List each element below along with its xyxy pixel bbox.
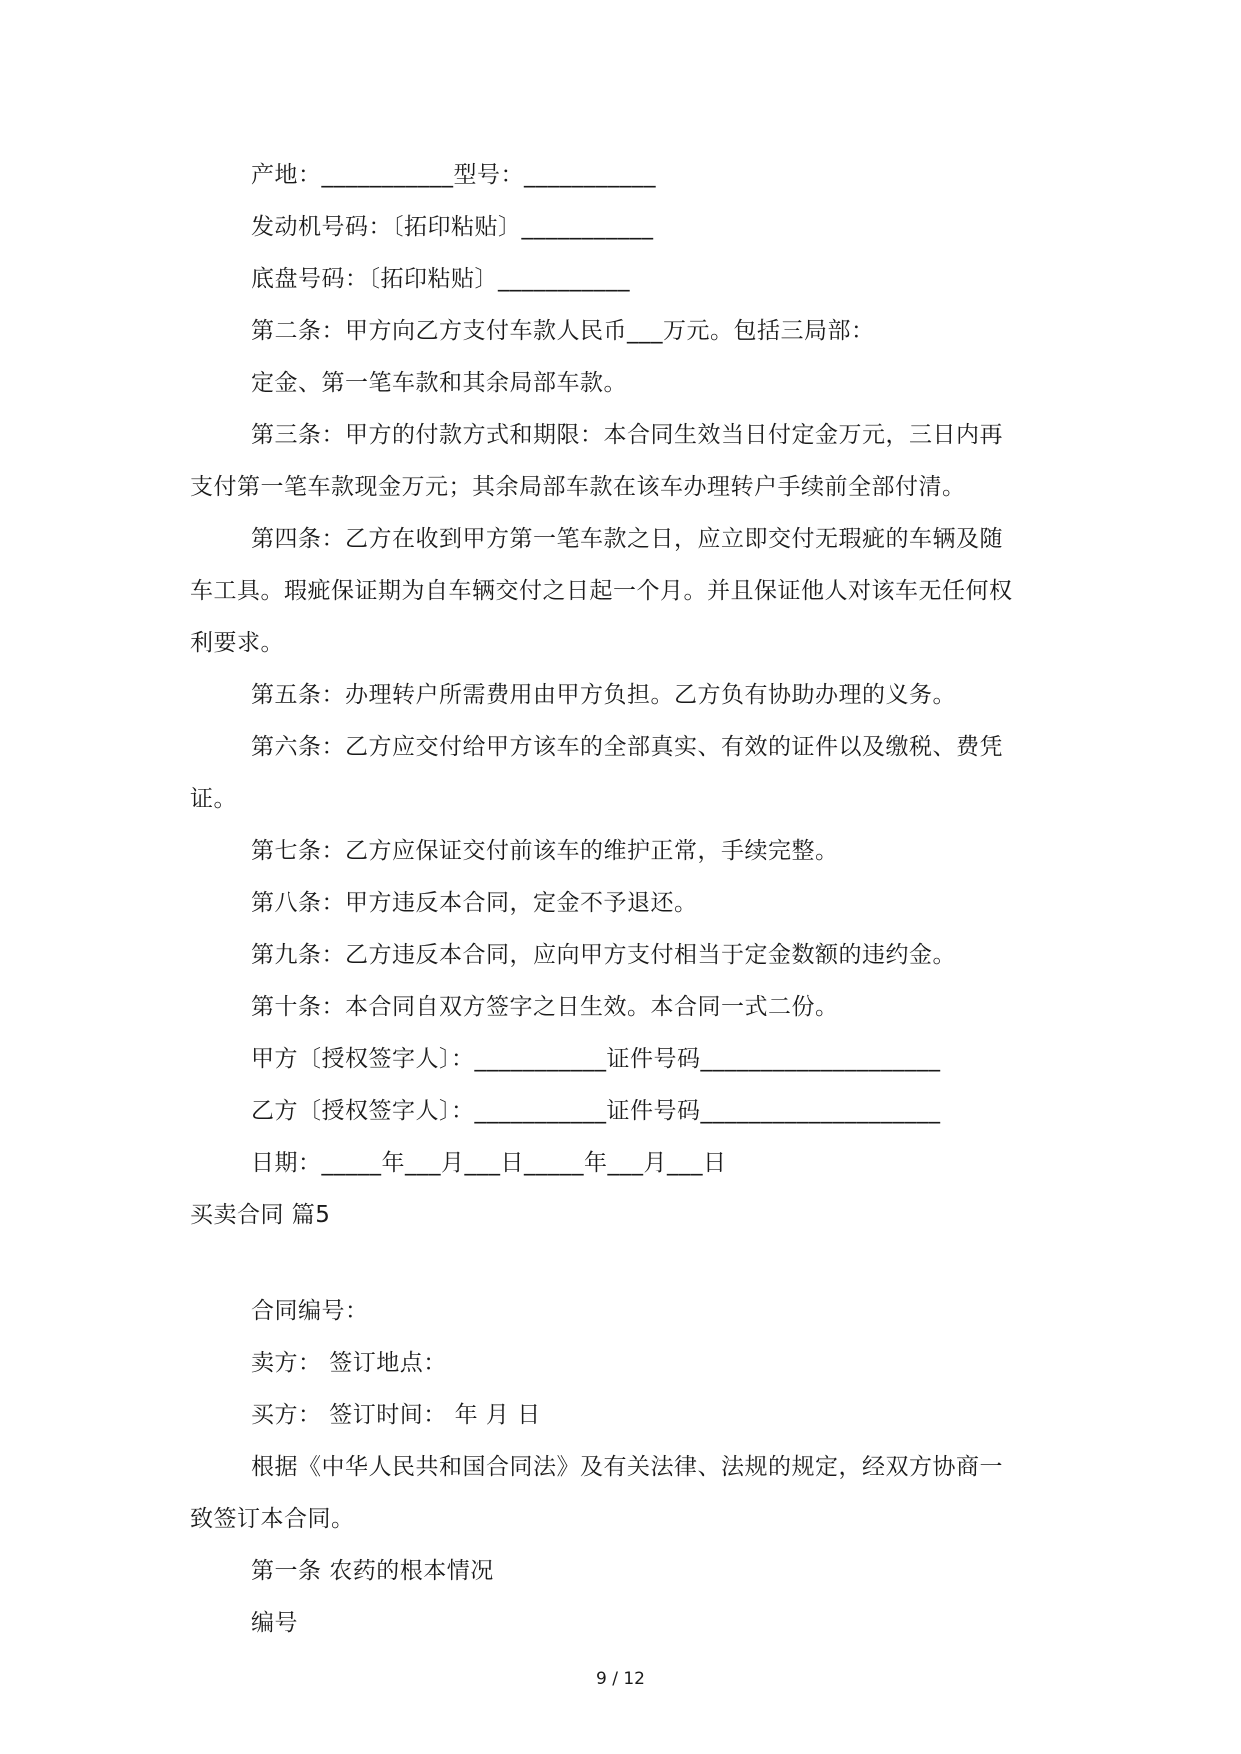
page-number: 9 / 12 (596, 1669, 645, 1689)
text-line-article-2-cont: 定金、第一笔车款和其余局部车款。 (251, 370, 627, 396)
text-line-seller: 卖方： 签订地点： (251, 1350, 447, 1376)
text-line-article-3-cont: 支付第一笔车款现金万元；其余局部车款在该车办理转户手续前全部付清。 (190, 474, 966, 500)
text-line-article-2: 第二条：甲方向乙方支付车款人民币___万元。包括三局部： (251, 318, 875, 344)
text-line-article-4-cont: 车工具。瑕疵保证期为自车辆交付之日起一个月。并且保证他人对该车无任何权 (190, 578, 1013, 604)
text-line-article-4: 第四条：乙方在收到甲方第一笔车款之日，应立即交付无瑕疵的车辆及随 (251, 526, 1003, 552)
text-line-article-3: 第三条：甲方的付款方式和期限：本合同生效当日付定金万元，三日内再 (251, 422, 1003, 448)
text-line-party-a-signature: 甲方〔授权签字人〕：___________证件号码____________________ (251, 1046, 941, 1072)
text-line-date: 日期：_____年___月___日_____年___月___日 (251, 1150, 727, 1176)
text-line-article-7: 第七条：乙方应保证交付前该车的维护正常，手续完整。 (251, 838, 839, 864)
text-line-origin-model: 产地：___________型号：___________ (251, 162, 656, 188)
text-line-party-b-signature: 乙方〔授权签字人〕：___________证件号码____________________ (251, 1098, 941, 1124)
text-line-engine-number: 发动机号码：〔拓印粘贴〕___________ (251, 214, 654, 240)
text-line-legal-basis: 根据《中华人民共和国合同法》及有关法律、法规的规定，经双方协商一 (251, 1454, 1003, 1480)
text-line-article-5: 第五条：办理转户所需费用由甲方负担。乙方负有协助办理的义务。 (251, 682, 956, 708)
text-line-article-6-end: 证。 (190, 786, 237, 812)
text-line-article-9: 第九条：乙方违反本合同，应向甲方支付相当于定金数额的违约金。 (251, 942, 956, 968)
text-line-legal-basis-cont: 致签订本合同。 (190, 1506, 355, 1532)
section-heading: 买卖合同 篇5 (190, 1202, 331, 1228)
text-line-article-6: 第六条：乙方应交付给甲方该车的全部真实、有效的证件以及缴税、费凭 (251, 734, 1003, 760)
text-line-article-4-end: 利要求。 (190, 630, 284, 656)
text-line-contract-number: 合同编号： (251, 1298, 369, 1324)
text-line-article-1-heading: 第一条 农药的根本情况 (251, 1558, 494, 1584)
text-line-number-label: 编号 (251, 1610, 298, 1636)
text-line-buyer: 买方： 签订时间： 年 月 日 (251, 1402, 541, 1428)
text-line-article-10: 第十条：本合同自双方签字之日生效。本合同一式二份。 (251, 994, 839, 1020)
text-line-article-8: 第八条：甲方违反本合同，定金不予退还。 (251, 890, 698, 916)
text-line-chassis-number: 底盘号码：〔拓印粘贴〕___________ (251, 266, 630, 292)
